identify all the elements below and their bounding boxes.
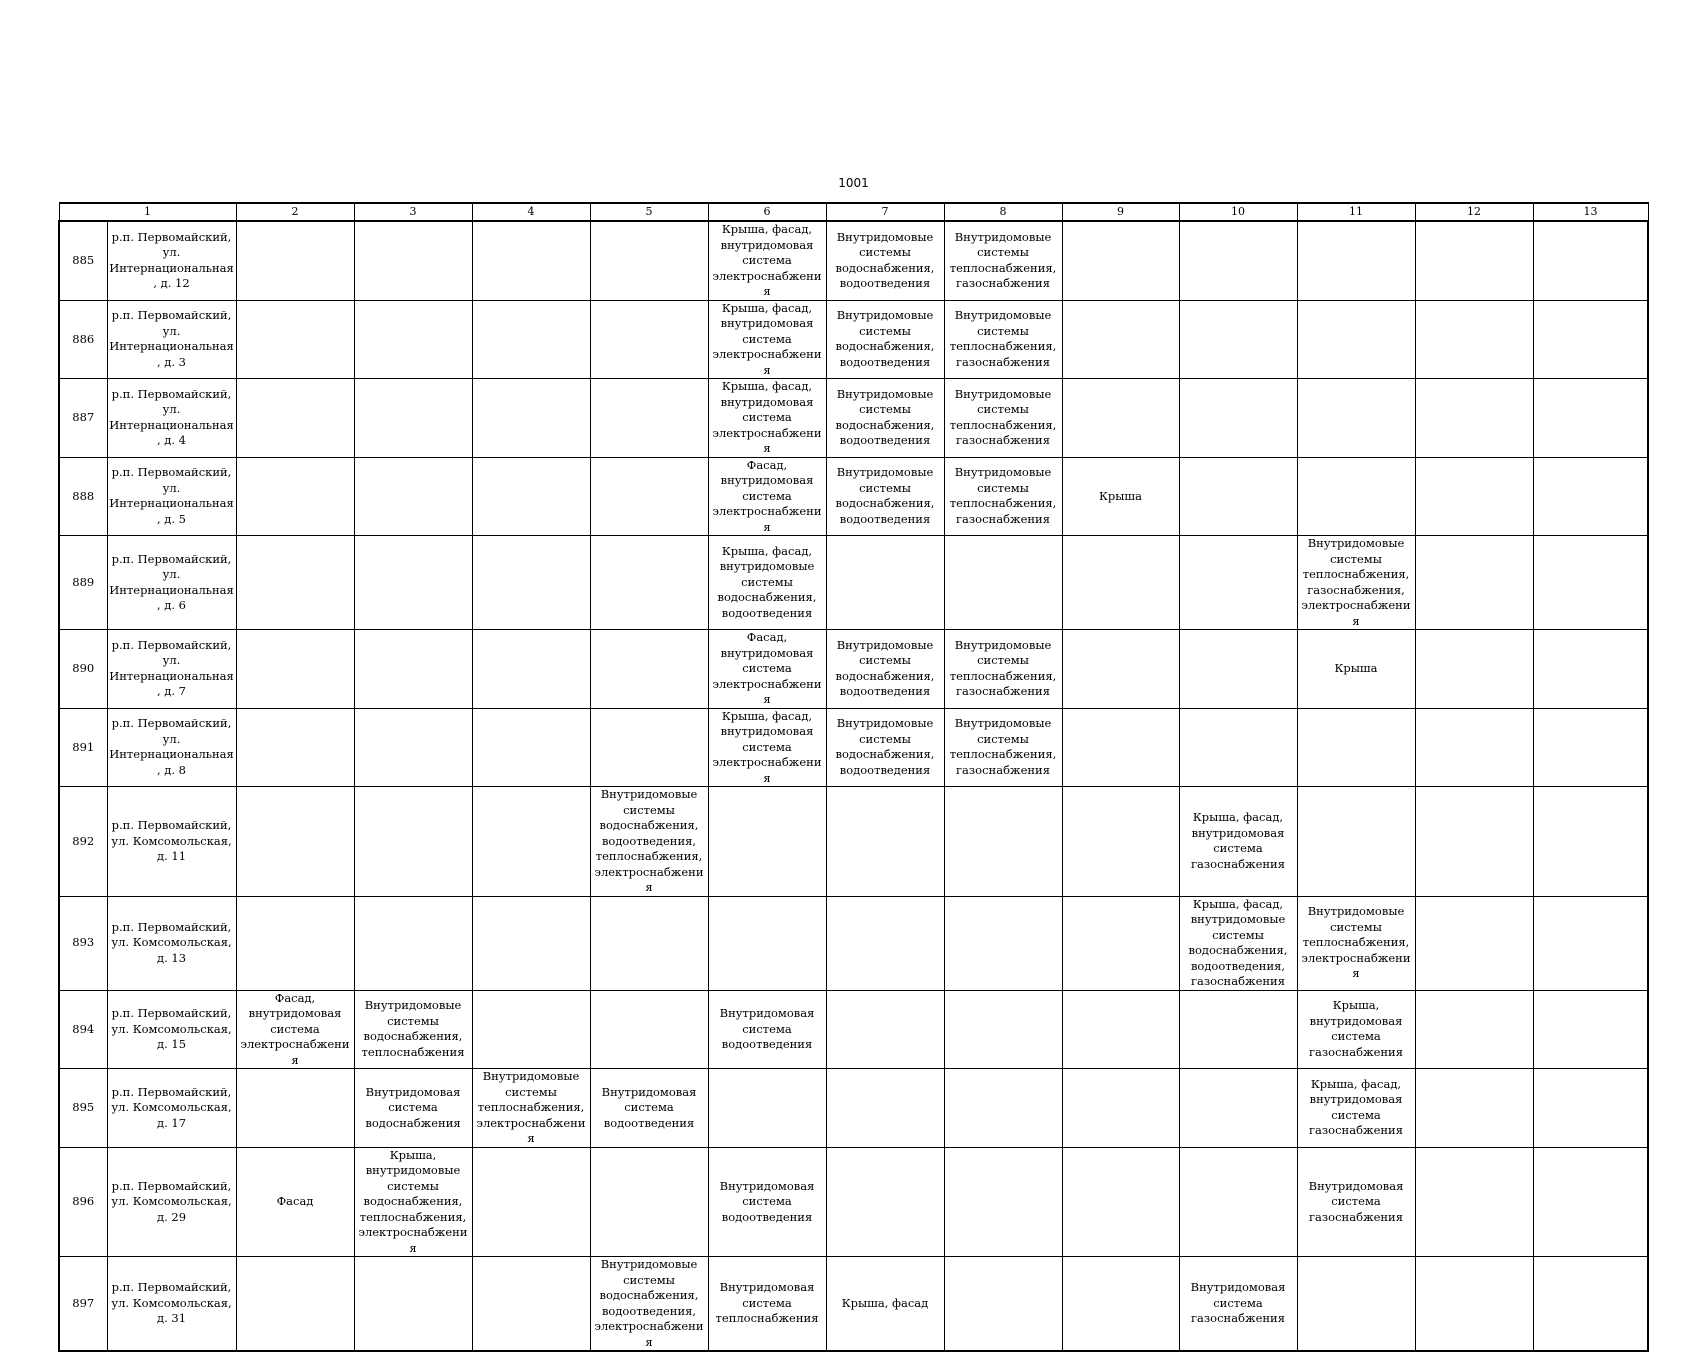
work-cell xyxy=(826,896,944,990)
work-cell xyxy=(1062,536,1179,630)
work-cell xyxy=(236,787,354,897)
work-cell xyxy=(1533,379,1648,458)
work-cell xyxy=(1533,896,1648,990)
work-cell xyxy=(1533,1257,1648,1352)
repair-schedule-table xyxy=(58,202,1649,1352)
work-cell xyxy=(944,990,1062,1069)
work-cell xyxy=(1297,221,1415,300)
work-cell: Внутридомовые системы водоснабжения, водоотведения xyxy=(826,379,944,458)
table-row xyxy=(59,896,1648,990)
work-cell xyxy=(1062,630,1179,709)
work-cell xyxy=(1062,1257,1179,1352)
column-header: 13 xyxy=(1533,203,1648,221)
column-header: 6 xyxy=(708,203,826,221)
column-header-row xyxy=(59,203,1648,221)
table-row xyxy=(59,1147,1648,1257)
work-cell xyxy=(826,787,944,897)
address-cell: р.п. Первомайский, ул. Интернациональная, д. 6 xyxy=(107,536,236,630)
work-cell xyxy=(1533,221,1648,300)
work-cell xyxy=(1415,300,1533,379)
work-cell xyxy=(472,300,590,379)
work-cell: Внутридомовая система водоотведения xyxy=(708,990,826,1069)
address-cell: р.п. Первомайский, ул. Комсомольская, д. 31 xyxy=(107,1257,236,1352)
table-row xyxy=(59,1069,1648,1148)
work-cell xyxy=(1415,787,1533,897)
work-cell xyxy=(1415,1069,1533,1148)
work-cell xyxy=(708,1069,826,1148)
work-cell: Фасад, внутридомовая система электроснабжения xyxy=(236,990,354,1069)
work-cell xyxy=(1297,1257,1415,1352)
work-cell xyxy=(354,708,472,787)
work-cell xyxy=(1179,221,1297,300)
work-cell xyxy=(1533,630,1648,709)
table-row xyxy=(59,787,1648,897)
work-cell: Внутридомовые системы теплоснабжения, электроснабжения xyxy=(1297,896,1415,990)
table-row xyxy=(59,379,1648,458)
row-number: 896 xyxy=(59,1147,107,1257)
table-row xyxy=(59,990,1648,1069)
work-cell xyxy=(1179,630,1297,709)
work-cell xyxy=(1179,708,1297,787)
work-cell xyxy=(1297,300,1415,379)
work-cell: Крыша, фасад, внутридомовая система электроснабжения xyxy=(708,300,826,379)
work-cell xyxy=(236,457,354,536)
work-cell: Крыша, фасад, внутридомовая система электроснабжения xyxy=(708,708,826,787)
work-cell xyxy=(472,221,590,300)
work-cell xyxy=(472,708,590,787)
work-cell xyxy=(236,708,354,787)
work-cell xyxy=(236,536,354,630)
work-cell xyxy=(1533,990,1648,1069)
work-cell: Внутридомовая система водоотведения xyxy=(708,1147,826,1257)
work-cell xyxy=(236,630,354,709)
work-cell xyxy=(1179,379,1297,458)
column-header: 11 xyxy=(1297,203,1415,221)
work-cell: Внутридомовая система водоотведения xyxy=(590,1069,708,1148)
row-number: 885 xyxy=(59,221,107,300)
work-cell xyxy=(1415,457,1533,536)
work-cell xyxy=(472,457,590,536)
column-header: 10 xyxy=(1179,203,1297,221)
work-cell: Внутридомовые системы теплоснабжения, газоснабжения, электроснабжения xyxy=(1297,536,1415,630)
work-cell xyxy=(1179,1147,1297,1257)
column-header: 5 xyxy=(590,203,708,221)
work-cell xyxy=(472,896,590,990)
work-cell: Крыша, фасад, внутридомовые системы водоснабжения, водоотведения xyxy=(708,536,826,630)
row-number: 892 xyxy=(59,787,107,897)
address-cell: р.п. Первомайский, ул. Интернациональная, д. 7 xyxy=(107,630,236,709)
column-header: 12 xyxy=(1415,203,1533,221)
work-cell xyxy=(1297,457,1415,536)
work-cell xyxy=(354,787,472,897)
work-cell xyxy=(472,1147,590,1257)
work-cell xyxy=(944,896,1062,990)
row-number: 890 xyxy=(59,630,107,709)
work-cell xyxy=(590,708,708,787)
work-cell xyxy=(1533,1147,1648,1257)
work-cell xyxy=(1415,221,1533,300)
work-cell: Внутридомовые системы водоснабжения, водоотведения xyxy=(826,630,944,709)
work-cell xyxy=(1179,990,1297,1069)
row-number: 895 xyxy=(59,1069,107,1148)
row-number: 893 xyxy=(59,896,107,990)
work-cell: Внутридомовые системы водоснабжения, водоотведения xyxy=(826,221,944,300)
work-cell xyxy=(1533,457,1648,536)
work-cell xyxy=(590,300,708,379)
work-cell xyxy=(354,536,472,630)
work-cell: Внутридомовые системы теплоснабжения, газоснабжения xyxy=(944,221,1062,300)
work-cell xyxy=(354,1257,472,1352)
work-cell: Внутридомовые системы водоснабжения, теплоснабжения xyxy=(354,990,472,1069)
work-cell xyxy=(1415,536,1533,630)
row-number: 887 xyxy=(59,379,107,458)
page-number: 1001 xyxy=(838,176,869,190)
row-number: 886 xyxy=(59,300,107,379)
column-header: 8 xyxy=(944,203,1062,221)
work-cell: Крыша, фасад xyxy=(826,1257,944,1352)
work-cell: Фасад xyxy=(236,1147,354,1257)
work-cell xyxy=(472,787,590,897)
work-cell xyxy=(1062,221,1179,300)
work-cell: Внутридомовые системы теплоснабжения, газоснабжения xyxy=(944,457,1062,536)
work-cell xyxy=(1062,379,1179,458)
work-cell xyxy=(1415,990,1533,1069)
work-cell xyxy=(1062,300,1179,379)
work-cell xyxy=(1533,300,1648,379)
work-cell: Фасад, внутридомовая система электроснабжения xyxy=(708,457,826,536)
table-row xyxy=(59,708,1648,787)
work-cell: Крыша, фасад, внутридомовые системы водоснабжения, водоотведения, газоснабжения xyxy=(1179,896,1297,990)
address-cell: р.п. Первомайский, ул. Интернациональная, д. 12 xyxy=(107,221,236,300)
work-cell xyxy=(826,536,944,630)
work-cell xyxy=(1415,1257,1533,1352)
work-cell xyxy=(590,990,708,1069)
work-cell xyxy=(590,896,708,990)
work-cell: Внутридомовые системы водоснабжения, водоотведения, теплоснабжения, электроснабжения xyxy=(590,787,708,897)
work-cell: Крыша, внутридомовые системы водоснабжения, теплоснабжения, электроснабжения xyxy=(354,1147,472,1257)
address-cell: р.п. Первомайский, ул. Интернациональная, д. 3 xyxy=(107,300,236,379)
work-cell xyxy=(354,221,472,300)
row-number: 897 xyxy=(59,1257,107,1352)
work-cell xyxy=(1533,536,1648,630)
work-cell xyxy=(826,1069,944,1148)
address-cell: р.п. Первомайский, ул. Комсомольская, д. 13 xyxy=(107,896,236,990)
work-cell xyxy=(1179,300,1297,379)
work-cell xyxy=(590,457,708,536)
work-cell xyxy=(590,536,708,630)
work-cell xyxy=(590,630,708,709)
work-cell xyxy=(1179,536,1297,630)
work-cell xyxy=(944,536,1062,630)
work-cell xyxy=(1533,1069,1648,1148)
work-cell xyxy=(1062,708,1179,787)
work-cell: Внутридомовые системы водоснабжения, водоотведения xyxy=(826,708,944,787)
table-row xyxy=(59,630,1648,709)
table-row xyxy=(59,1257,1648,1352)
work-cell xyxy=(1415,1147,1533,1257)
work-cell xyxy=(236,300,354,379)
work-cell xyxy=(1179,457,1297,536)
work-cell: Внутридомовая система водоснабжения xyxy=(354,1069,472,1148)
row-number: 891 xyxy=(59,708,107,787)
work-cell xyxy=(1062,1147,1179,1257)
work-cell xyxy=(1062,787,1179,897)
column-header: 1 xyxy=(59,203,236,221)
work-cell xyxy=(1297,787,1415,897)
work-cell xyxy=(1533,787,1648,897)
work-cell xyxy=(1062,1069,1179,1148)
table-row xyxy=(59,300,1648,379)
table-row xyxy=(59,536,1648,630)
work-cell xyxy=(1297,379,1415,458)
work-cell xyxy=(354,630,472,709)
table-row xyxy=(59,457,1648,536)
row-number: 888 xyxy=(59,457,107,536)
work-cell xyxy=(354,379,472,458)
work-cell: Внутридомовая система газоснабжения xyxy=(1179,1257,1297,1352)
work-cell xyxy=(1415,630,1533,709)
column-header: 9 xyxy=(1062,203,1179,221)
work-cell: Внутридомовые системы теплоснабжения, электроснабжения xyxy=(472,1069,590,1148)
work-cell: Внутридомовая система газоснабжения xyxy=(1297,1147,1415,1257)
work-cell: Внутридомовые системы водоснабжения, водоотведения, электроснабжения xyxy=(590,1257,708,1352)
address-cell: р.п. Первомайский, ул. Комсомольская, д. 29 xyxy=(107,1147,236,1257)
work-cell xyxy=(472,379,590,458)
work-cell xyxy=(826,990,944,1069)
work-cell: Внутридомовые системы водоснабжения, водоотведения xyxy=(826,300,944,379)
work-cell: Внутридомовые системы теплоснабжения, газоснабжения xyxy=(944,630,1062,709)
work-cell xyxy=(944,1147,1062,1257)
work-cell xyxy=(472,990,590,1069)
work-cell xyxy=(236,379,354,458)
work-cell xyxy=(354,896,472,990)
work-cell: Внутридомовая система теплоснабжения xyxy=(708,1257,826,1352)
work-cell: Внутридомовые системы теплоснабжения, газоснабжения xyxy=(944,708,1062,787)
work-cell: Внутридомовые системы теплоснабжения, газоснабжения xyxy=(944,300,1062,379)
work-cell xyxy=(590,221,708,300)
work-cell: Фасад, внутридомовая система электроснабжения xyxy=(708,630,826,709)
work-cell: Крыша xyxy=(1297,630,1415,709)
row-number: 894 xyxy=(59,990,107,1069)
work-cell xyxy=(354,300,472,379)
work-cell: Внутридомовые системы теплоснабжения, газоснабжения xyxy=(944,379,1062,458)
column-header: 4 xyxy=(472,203,590,221)
work-cell xyxy=(1062,990,1179,1069)
work-cell: Крыша, внутридомовая система газоснабжения xyxy=(1297,990,1415,1069)
address-cell: р.п. Первомайский, ул. Интернациональная, д. 5 xyxy=(107,457,236,536)
work-cell: Крыша, фасад, внутридомовая система электроснабжения xyxy=(708,221,826,300)
work-cell xyxy=(826,1147,944,1257)
work-cell xyxy=(1179,1069,1297,1148)
address-cell: р.п. Первомайский, ул. Интернациональная, д. 4 xyxy=(107,379,236,458)
work-cell xyxy=(472,536,590,630)
work-cell xyxy=(1533,708,1648,787)
address-cell: р.п. Первомайский, ул. Комсомольская, д. 11 xyxy=(107,787,236,897)
work-cell xyxy=(236,221,354,300)
work-cell xyxy=(236,1069,354,1148)
work-cell: Крыша, фасад, внутридомовая система электроснабжения xyxy=(708,379,826,458)
work-cell: Крыша, фасад, внутридомовая система газоснабжения xyxy=(1179,787,1297,897)
work-cell xyxy=(590,379,708,458)
work-cell xyxy=(1062,896,1179,990)
work-cell xyxy=(1415,896,1533,990)
work-cell: Внутридомовые системы водоснабжения, водоотведения xyxy=(826,457,944,536)
address-cell: р.п. Первомайский, ул. Интернациональная, д. 8 xyxy=(107,708,236,787)
column-header: 2 xyxy=(236,203,354,221)
address-cell: р.п. Первомайский, ул. Комсомольская, д. 15 xyxy=(107,990,236,1069)
work-cell xyxy=(944,787,1062,897)
work-cell: Крыша, фасад, внутридомовая система газоснабжения xyxy=(1297,1069,1415,1148)
work-cell xyxy=(708,787,826,897)
column-header: 7 xyxy=(826,203,944,221)
work-cell xyxy=(472,1257,590,1352)
work-cell xyxy=(1415,708,1533,787)
work-cell xyxy=(354,457,472,536)
work-cell xyxy=(590,1147,708,1257)
work-cell xyxy=(472,630,590,709)
work-cell xyxy=(236,896,354,990)
work-cell xyxy=(944,1069,1062,1148)
work-cell: Крыша xyxy=(1062,457,1179,536)
work-cell xyxy=(708,896,826,990)
address-cell: р.п. Первомайский, ул. Комсомольская, д. 17 xyxy=(107,1069,236,1148)
row-number: 889 xyxy=(59,536,107,630)
work-cell xyxy=(944,1257,1062,1352)
column-header: 3 xyxy=(354,203,472,221)
table-row xyxy=(59,221,1648,300)
work-cell xyxy=(1297,708,1415,787)
work-cell xyxy=(1415,379,1533,458)
work-cell xyxy=(236,1257,354,1352)
